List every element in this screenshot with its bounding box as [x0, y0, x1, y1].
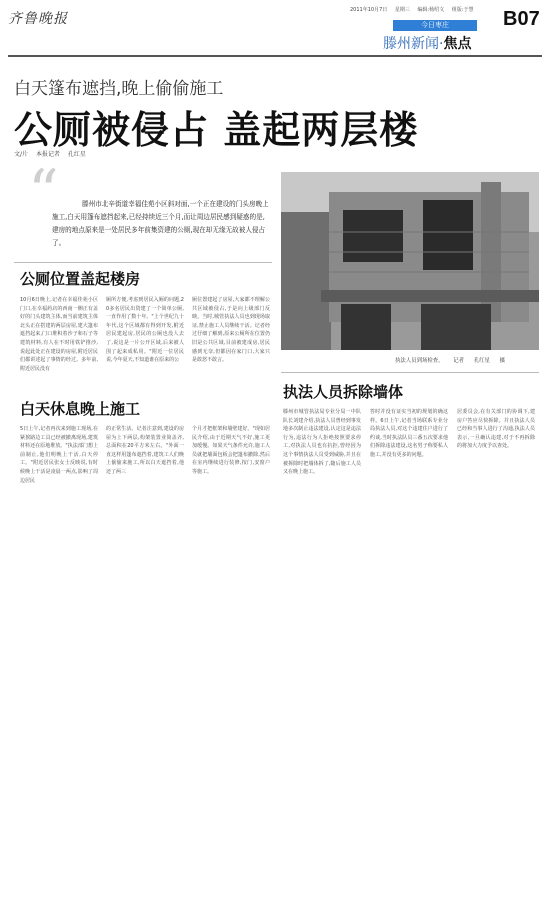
article-headline: 公厕被侵占 盖起两层楼 [14, 108, 419, 152]
section-1-column-3: 厕位置建起了房屋,大家都不理解公共区域被侵占,于是向上级部门反映。当时,城管执法人员也到现场取证,禁止施工人员继续干活。记者经过仔细了解到,原来公厕所在位置仍旧是公共区域,目前被建成房,居民感到无奈,但都因在家门口,大家只是敢怒不敢言。 [192, 297, 270, 364]
byline-author: 孔红星 [67, 151, 86, 158]
section-title-3: 执法人员拆除墙体 [283, 383, 404, 401]
section-divider [14, 262, 272, 263]
byline-role: 本报记者 [35, 151, 60, 158]
caption-role: 记者 [453, 358, 465, 364]
section-2-column-3: 个月才把框架和墙壁建好。"现如居民介绍,由于近期天气不好,施工更加缓慢。如果天气条件允许,施工人员就把墙面包板会把篷布撤除,然后在室内继续进行装修,按门,安窗户等施工。 [192, 426, 270, 475]
article-photo [281, 172, 539, 350]
issue-weekday: 星期三 [394, 7, 410, 13]
edition-tag: 今日枣庄 [393, 20, 477, 31]
section-3-column-1: 滕州市城管执法局专业分局一中队队长刘建介绍,执法人员曾经到事发地多次制止违法建设,认定这是违法行为,违法行为人拒绝按照要求停工,对执法人员也有抗拒,曾经因为这个事情执法人员受到威胁,并且在被拆除时把墙体拆了,随后施工人员又在晚上施工。 [283, 409, 361, 476]
section-2-column-1: 5日上午,记者再次来到施工现场,在紧挨路边工具已经被撤离现场,建筑材料还在原地堆放。"执法部门想上前制止,他们明晚上干活,白天停工。"附近居民张女士反映说,有时候晚上干活是凌晨一两点,影响了周边居民 [20, 426, 98, 484]
section-title-1: 公厕位置盖起楼房 [20, 270, 141, 288]
page-number: B07 [503, 8, 540, 30]
newspaper-logo: 齐鲁晚报 [8, 11, 68, 27]
issue-layout: 组版:于慧 [451, 7, 474, 13]
section-3-column-3: 居委员会,在有关部门的协调下,建房户答应尽快拆除。并且执法人员已经和当事人进行了沟通,执法人员表示,一旦确认违建,对于不再拆除的将加大力度予以查处。 [457, 409, 535, 450]
caption-credit: 摄 [499, 358, 506, 364]
quote-mark-icon: “ [28, 157, 59, 227]
section-1-column-1: 10月6日晚上,记者在幸福佳苑小区门口,在幸福药店的西南一侧正有盖好的门头建筑主体,而当前建筑主体北头正在搭建的两层房屋,建大篷布遮挡起来,门口堆积着沙子和石子等建筑材料,有人在不时用铁铲推沙,说起此处正在建设的房屋,附近居民们都讲述起了事情的经过。多年前,附近居民没有 [20, 297, 98, 372]
masthead-divider [8, 55, 542, 57]
section-2-column-2: 的正常生活。记者注意到,建设的房屋为上下两层,构架装置业简盖齐,总面积在20平方米左右。"外面一直这样用篷布遮挡着,建筑工人们晚上偷偷来施工,所以白天遮挡着,他还了两三 [106, 426, 184, 475]
section-focus: 焦点 [443, 36, 472, 52]
caption-text: 执法人员到场检查。 [395, 358, 444, 364]
section-title-2: 白天休息晚上施工 [20, 400, 141, 418]
section-divider [281, 372, 539, 373]
masthead [0, 0, 550, 60]
issue-editor: 编辑:杨绍文 [417, 7, 445, 13]
section-name: 滕州新闻 [383, 36, 439, 52]
section-3-column-2: 答时并没有证实当初的规划的确这样。6日上午,记者当场联系专业分局执法人员,对这个违建住户进行了约谈,当时执法队员三番五次要求他们拆除违法建设,这名男子称要私人施工,并没有更多的问题。 [370, 409, 448, 458]
article-lead: 滕州市北辛街道幸福佳苑小区斜对面,一个正在建设的门头房晚上施工,白天用篷布遮挡起来,已经持续近三个月,而让周边居民感到疑惑的是,建房的地点原来是一处居民多年前集资建的公厕,现在却无缘无故被人侵占了。 [52, 200, 269, 247]
byline-type: 文/片 [14, 151, 29, 158]
caption-author: 孔红星 [473, 358, 490, 364]
issue-date: 2011年10月7日 [350, 7, 388, 13]
photo-caption [395, 356, 513, 364]
section-title: 滕州新闻·焦点 [383, 36, 472, 52]
article-kicker: 白天篷布遮挡,晚上偷偷施工 [14, 79, 224, 99]
building-photo-illustration [281, 172, 539, 350]
section-1-column-2: 厕所方便,考虑到居民入厕的问题,20多名居民出资建了一个简单公厕,一直作用了数十年。"上个世纪九十年代,这个区域都有得到开发,附近居民建起房,居民的公厕也没人去了,说这是一片公开区域,后来被人围了起来成私用。"附近一位居民说,今年夏天,不知道谁在原来的公 [106, 297, 184, 364]
issue-meta [350, 6, 479, 13]
